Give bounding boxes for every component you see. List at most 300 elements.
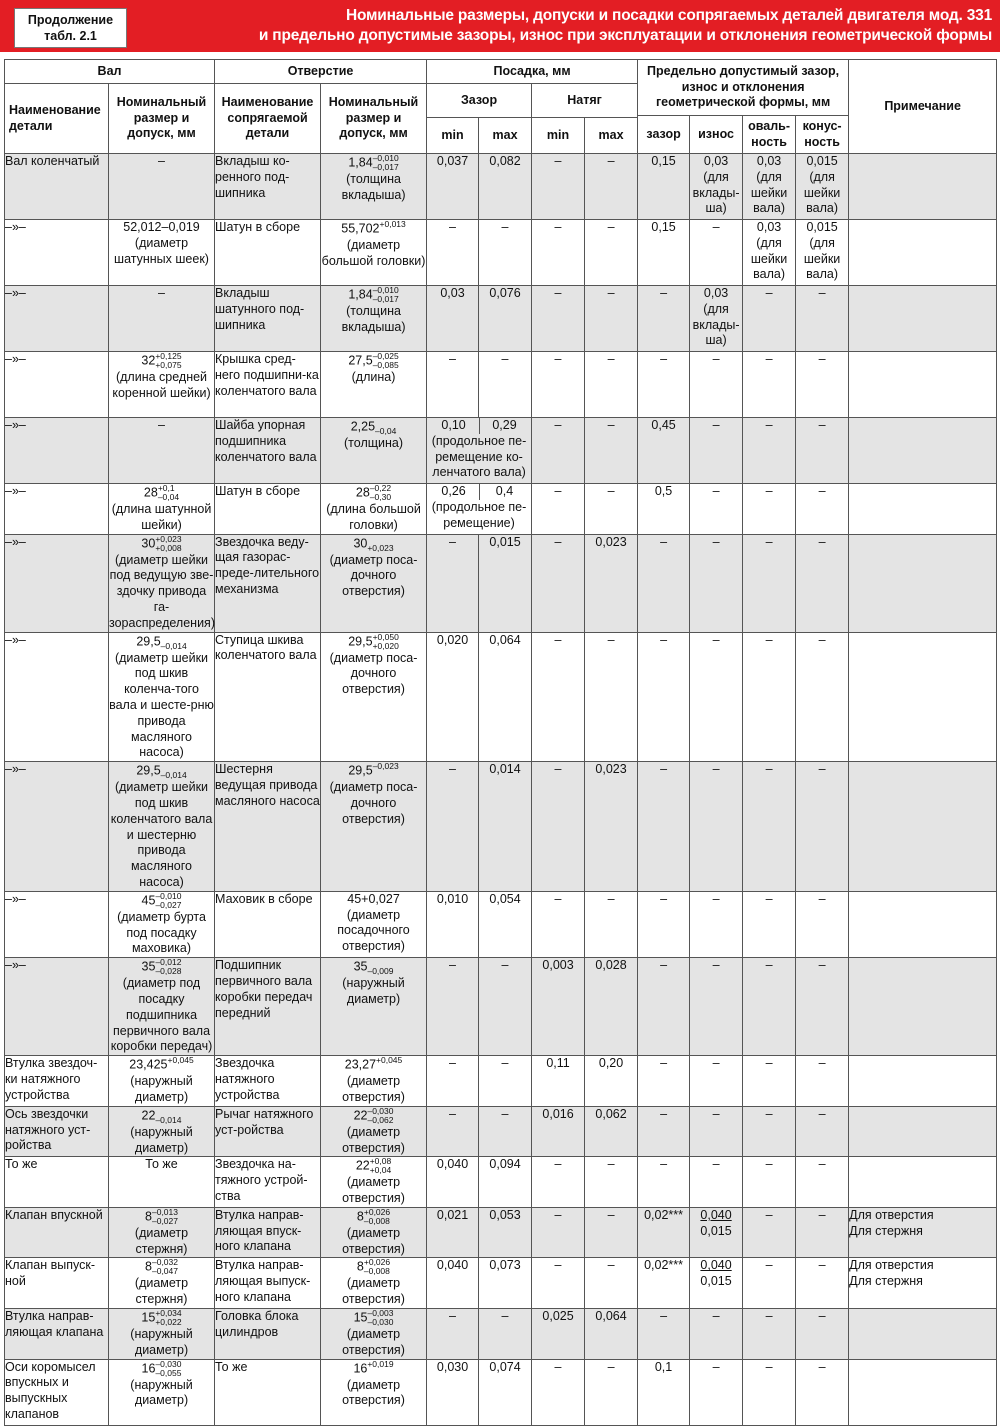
hole-dim-lower: –0,017 (372, 294, 399, 304)
limit-taper: – (796, 1207, 849, 1258)
shaft-dim-lower: +0,075 (155, 360, 182, 370)
note-stem: Для стержня (849, 1274, 923, 1289)
note (849, 484, 997, 535)
hole-dim-desc: (длина большой головки) (326, 502, 421, 532)
limit-taper: – (796, 891, 849, 957)
hole-dim-main: 22 (355, 1158, 370, 1173)
table-row (5, 484, 997, 535)
limit-taper: 0,015 (для шейки вала) (796, 220, 849, 286)
limit-taper: – (796, 1056, 849, 1107)
header-clearance: зазор (638, 116, 690, 154)
limit-taper: – (796, 1359, 849, 1425)
shaft-dim-main: 28 (143, 485, 158, 500)
hole-dim-desc: (диаметр поса-дочного отверстия) (329, 552, 418, 599)
limit-clearance: – (638, 286, 690, 352)
gap-min: 0,020 (427, 632, 479, 762)
shaft-dim-value (109, 154, 214, 170)
hole-dim-lower (373, 771, 399, 780)
limit-ovality: – (743, 484, 796, 535)
hole-dim-value (321, 352, 426, 370)
limit-taper: – (796, 1258, 849, 1309)
limit-wear: – (690, 352, 743, 418)
shaft-dim-tolerance (168, 1056, 194, 1074)
hole-dim-value (321, 418, 426, 436)
limit-wear: – (690, 891, 743, 957)
gap-max: 0,074 (479, 1359, 532, 1425)
interference-min: – (532, 534, 585, 632)
hole-dim-value (321, 1056, 426, 1074)
interference-max: – (585, 1359, 638, 1425)
shaft-dim-main: То же (145, 1157, 178, 1172)
limit-wear: – (690, 1106, 743, 1157)
limit-clearance: – (638, 958, 690, 1056)
shaft-dim-value (109, 1157, 214, 1173)
limit-clearance: – (638, 1106, 690, 1157)
header-hole-name: Наименование сопрягаемой детали (215, 84, 321, 154)
shaft-dim-tolerance (155, 892, 181, 910)
shaft-dim-upper: –0,012 (155, 957, 182, 968)
hole-dim-desc: (толщина вкладыша) (341, 172, 406, 202)
limit-ovality: – (743, 534, 796, 632)
limit-wear-stem: 0,015 (700, 1223, 732, 1238)
limit-clearance: – (638, 1309, 690, 1360)
shaft-dim-desc: (длина средней коренной шейки) (112, 370, 211, 400)
hole-dim-lower: –0,008 (363, 1266, 390, 1277)
hole-name: Вкладыш шатунного под-шипника (215, 286, 321, 352)
interference-max: – (585, 352, 638, 418)
hole-dim-upper: +0,013 (379, 219, 406, 229)
header-hole-dim: Номинальный размер и допуск, мм (321, 84, 427, 154)
gap-max: 0,094 (479, 1157, 532, 1208)
limit-ovality: – (743, 891, 796, 957)
continuation-label (14, 8, 127, 48)
gap-min: 0,010 (427, 891, 479, 957)
shaft-dim-desc: (наружный диаметр) (130, 1327, 193, 1357)
limit-clearance: – (638, 1157, 690, 1208)
hole-dim (321, 891, 427, 957)
hole-dim-value (321, 1157, 426, 1175)
shaft-dim-main: 22 (141, 1108, 156, 1122)
hole-dim (321, 534, 427, 632)
limit-ovality: 0,03 (для шейки вала) (743, 154, 796, 220)
header-gap-max: max (479, 118, 532, 154)
hole-dim-main: 45+0,027 (347, 891, 400, 906)
hole-dim-value (321, 484, 426, 502)
hole-dim-desc: (толщина вкладыша) (341, 304, 406, 334)
hole-dim-tolerance (373, 352, 399, 370)
hole-dim-desc: (диаметр поса-дочного отверстия) (329, 780, 418, 826)
hole-dim-desc: (толщина) (344, 436, 404, 450)
gap-max: 0,054 (479, 891, 532, 957)
hole-dim-value (321, 1360, 426, 1378)
table-row (5, 1106, 997, 1157)
shaft-dim-lower: –0,014 (160, 640, 187, 651)
table-row (5, 958, 997, 1056)
table-row (5, 154, 997, 220)
shaft-dim-upper: +0,034 (155, 1308, 182, 1319)
shaft-dim-upper: –0,010 (155, 890, 182, 901)
hole-dim-upper: +0,019 (367, 1358, 394, 1369)
interference-min: – (532, 1207, 585, 1258)
limit-ovality: 0,03 (для шейки вала) (743, 220, 796, 286)
gap-min: – (427, 1106, 479, 1157)
hole-dim-desc: (диаметр большой головки) (321, 238, 426, 268)
limit-wear: – (690, 958, 743, 1056)
gap-min: 0,040 (427, 1258, 479, 1309)
limit-taper: – (796, 1106, 849, 1157)
gap-min: – (427, 534, 479, 632)
shaft-dim-lower: –0,028 (155, 966, 182, 977)
hole-dim-tolerance (367, 535, 393, 553)
hole-name: Звездочка на-тяжного устрой-ства (215, 1157, 321, 1208)
note (849, 286, 997, 352)
header-hole: Отверстие (215, 60, 427, 84)
hole-dim-lower: –0,008 (363, 1215, 390, 1226)
hole-dim-tolerance (370, 484, 391, 502)
limit-ovality: – (743, 286, 796, 352)
shaft-dim-upper: +0,045 (167, 1055, 194, 1066)
shaft-dim-lower: –0,027 (151, 1215, 178, 1226)
shaft-dim (109, 1056, 215, 1107)
interference-min: – (532, 418, 585, 484)
shaft-dim-value (109, 958, 214, 976)
shaft-dim-upper: +0,1 (157, 483, 175, 493)
shaft-dim (109, 418, 215, 484)
limit-clearance: 0,1 (638, 1359, 690, 1425)
gap-combined (427, 484, 532, 535)
hole-dim-lower: –0,30 (369, 492, 392, 502)
gap-max: 0,29 (479, 418, 530, 434)
table-row (5, 1157, 997, 1208)
table-row (5, 1359, 997, 1425)
header-note: Примечание (849, 60, 997, 154)
hole-dim-upper: –0,22 (369, 483, 392, 493)
title-line-1: Номинальные размеры, допуски и посадки сопрягаемых деталей двигателя мод. 331 (345, 7, 992, 24)
shaft-dim-desc: (диаметр стержня) (134, 1225, 189, 1256)
gap-max: 0,014 (479, 762, 532, 892)
hole-dim (321, 632, 427, 762)
hole-dim-lower (380, 229, 406, 238)
limit-taper: 0,015 (для шейки вала) (796, 154, 849, 220)
hole-dim-desc: (диаметр отверстия) (342, 1377, 405, 1408)
interference-max: – (585, 286, 638, 352)
table-row (5, 418, 997, 484)
shaft-dim-value (109, 633, 214, 651)
shaft-name: Клапан впускной (5, 1207, 109, 1258)
shaft-dim (109, 891, 215, 957)
hole-dim-upper: –0,003 (367, 1308, 394, 1319)
hole-name: Ступица шкива коленчатого вала (215, 632, 321, 762)
note (849, 220, 997, 286)
hole-dim (321, 1207, 427, 1258)
shaft-dim-value (109, 418, 214, 434)
hole-dim-desc: (диаметр отверстия) (342, 1124, 405, 1155)
hole-dim-desc: (диаметр отверстия) (342, 1225, 405, 1256)
hole-dim-main: 16 (353, 1360, 368, 1375)
limit-ovality: – (743, 1258, 796, 1309)
hole-dim (321, 1106, 427, 1157)
limit-wear-hole: 0,040 (700, 1258, 732, 1273)
limit-ovality: – (743, 1309, 796, 1360)
shaft-dim-main: 32 (141, 353, 156, 368)
shaft-name: Втулка звездоч-ки натяжного устройства (5, 1056, 109, 1107)
hole-dim-main: 22 (353, 1108, 368, 1122)
hole-dim-value (321, 633, 426, 651)
hole-name: Втулка направ-ляющая впуск-ного клапана (215, 1207, 321, 1258)
hole-dim-main: 28 (355, 485, 370, 500)
hole-dim-upper: +0,026 (363, 1206, 391, 1217)
note (849, 1309, 997, 1360)
hole-name: Головка блока цилиндров (215, 1309, 321, 1360)
limit-ovality: – (743, 1359, 796, 1425)
title-line-2: и предельно допустимые зазоры, износ при эксплуатации и отклонения геометрической формы (258, 27, 992, 44)
hole-dim-upper: +0,050 (372, 631, 399, 642)
limit-ovality: – (743, 1106, 796, 1157)
limit-clearance: 0,02*** (638, 1207, 690, 1258)
shaft-dim-lower: –0,055 (155, 1367, 182, 1378)
gap-max: – (479, 352, 532, 418)
shaft-dim-upper: –0,032 (151, 1257, 178, 1268)
shaft-dim-tolerance (155, 958, 181, 976)
note (849, 1056, 997, 1107)
hole-dim-value (321, 154, 426, 172)
shaft-name: –»– (5, 220, 109, 286)
shaft-dim-value (109, 286, 214, 302)
limit-taper: – (796, 762, 849, 892)
hole-dim-desc: (диаметр отверстия) (342, 1175, 405, 1206)
shaft-dim (109, 484, 215, 535)
interference-min: 0,003 (532, 958, 585, 1056)
shaft-name: –»– (5, 958, 109, 1056)
shaft-dim-main: 8 (145, 1259, 152, 1274)
hole-dim-desc: (диаметр поса-дочного отверстия) (329, 650, 418, 697)
limit-clearance: 0,5 (638, 484, 690, 535)
table-row (5, 1309, 997, 1360)
hole-dim-upper: –0,030 (367, 1105, 394, 1116)
limit-clearance: – (638, 352, 690, 418)
shaft-dim-lower: –0,04 (157, 492, 180, 502)
shaft-name: –»– (5, 484, 109, 535)
shaft-dim-tolerance (152, 1258, 178, 1276)
hole-dim-desc: (длина) (351, 370, 396, 384)
hole-dim (321, 1157, 427, 1208)
limit-taper: – (796, 352, 849, 418)
limit-wear-stem: 0,015 (700, 1274, 732, 1289)
note-stem: Для стержня (849, 1223, 923, 1238)
shaft-dim-tolerance (161, 762, 187, 780)
shaft-dim-desc: (диаметр стержня) (134, 1276, 189, 1307)
table-row (5, 1258, 997, 1309)
table-row (5, 1056, 997, 1107)
shaft-dim-value (109, 220, 214, 236)
shaft-name: Втулка направ-ляющая клапана (5, 1309, 109, 1360)
hole-name: Шайба упорная подшипника коленчатого вала (215, 418, 321, 484)
shaft-name: Вал коленчатый (5, 154, 109, 220)
hole-dim (321, 1258, 427, 1309)
hole-dim (321, 418, 427, 484)
interference-min: – (532, 1359, 585, 1425)
limit-wear: – (690, 418, 743, 484)
gap-min: 0,030 (427, 1359, 479, 1425)
note (849, 762, 997, 892)
shaft-dim-main: 52,012–0,019 (123, 220, 200, 234)
hole-dim-tolerance (364, 1208, 390, 1226)
limit-ovality: – (743, 1207, 796, 1258)
hole-dim-main: 29,5 (348, 763, 373, 778)
limit-taper: – (796, 484, 849, 535)
shaft-dim-lower: –0,014 (160, 770, 187, 781)
hole-dim-value (321, 1107, 426, 1125)
hole-dim-lower: +0,020 (372, 640, 399, 651)
hole-name: Шатун в сборе (215, 484, 321, 535)
hole-name: То же (215, 1359, 321, 1425)
shaft-dim-desc: (наружный диаметр) (130, 1124, 193, 1155)
limit-clearance: – (638, 891, 690, 957)
hole-name: Втулка направ-ляющая выпуск-ного клапана (215, 1258, 321, 1309)
header-limits: Предельно допустимый зазор, износ и отклонения геометрической формы, мм (638, 60, 849, 116)
shaft-dim-lower: –0,047 (151, 1266, 178, 1277)
shaft-dim (109, 1258, 215, 1309)
continuation-line-1: Продолжение (27, 13, 114, 27)
shaft-dim-value (109, 484, 214, 502)
note-hole: Для отверстия (849, 1207, 934, 1222)
hole-dim-value (321, 1208, 426, 1226)
limit-clearance: 0,15 (638, 154, 690, 220)
interference-max: – (585, 632, 638, 762)
interference-max: – (585, 1157, 638, 1208)
interference-max: 0,028 (585, 958, 638, 1056)
interference-min: – (532, 352, 585, 418)
note (849, 1106, 997, 1157)
limit-taper: – (796, 958, 849, 1056)
hole-dim-desc: (диаметр посадочного отверстия) (337, 907, 410, 954)
note (849, 1157, 997, 1208)
hole-dim-main: 8 (356, 1209, 364, 1224)
limit-taper: – (796, 1157, 849, 1208)
limit-ovality: – (743, 958, 796, 1056)
shaft-name: –»– (5, 762, 109, 892)
header-gap-min: min (427, 118, 479, 154)
hole-dim-upper: –0,023 (372, 761, 399, 772)
note (849, 891, 997, 957)
gap-combined (427, 418, 532, 484)
gap-max: 0,082 (479, 154, 532, 220)
gap-max: 0,053 (479, 1207, 532, 1258)
shaft-dim-main: 8 (145, 1209, 152, 1224)
limit-clearance: – (638, 1056, 690, 1107)
limit-clearance: – (638, 534, 690, 632)
hole-dim-main: 2,25 (350, 419, 376, 434)
shaft-name: Ось звездочки натяжного уст-ройства (5, 1106, 109, 1157)
gap-note: (продольное пе-ремещение) (431, 499, 527, 530)
hole-dim (321, 484, 427, 535)
shaft-dim (109, 220, 215, 286)
hole-dim-main: 23,27 (344, 1057, 377, 1072)
hole-dim-tolerance (373, 286, 399, 304)
hole-dim-lower: +0,04 (369, 1165, 392, 1176)
gap-values (427, 484, 531, 500)
shaft-dim (109, 1359, 215, 1425)
limit-taper: – (796, 1309, 849, 1360)
interference-min: – (532, 891, 585, 957)
shaft-dim-upper: +0,023 (155, 533, 182, 544)
gap-values (427, 418, 531, 434)
hole-dim-main: 29,5 (348, 633, 373, 648)
hole-dim-upper: +0,045 (376, 1055, 403, 1066)
limit-ovality: – (743, 418, 796, 484)
limit-taper: – (796, 632, 849, 762)
interference-min: – (532, 154, 585, 220)
shaft-dim-tolerance (155, 1360, 181, 1378)
hole-dim-lower: –0,04 (375, 426, 397, 436)
hole-dim-tolerance (367, 1107, 393, 1125)
shaft-dim-value (109, 1360, 214, 1378)
shaft-dim-value (109, 1309, 214, 1327)
limit-clearance: – (638, 632, 690, 762)
limit-clearance: 0,15 (638, 220, 690, 286)
note (849, 1359, 997, 1425)
shaft-dim-lower: –0,014 (155, 1114, 182, 1125)
header-fit: Посадка, мм (427, 60, 638, 84)
hole-dim-lower: –0,017 (372, 162, 399, 172)
hole-dim-tolerance (364, 1258, 390, 1276)
shaft-dim-upper: –0,013 (151, 1206, 178, 1217)
shaft-dim-tolerance (155, 1107, 181, 1125)
note (849, 958, 997, 1056)
limit-clearance: – (638, 762, 690, 892)
gap-min: 0,26 (441, 484, 466, 498)
note (849, 352, 997, 418)
shaft-dim-tolerance (155, 1309, 181, 1327)
note (849, 534, 997, 632)
table-row (5, 1207, 997, 1258)
shaft-dim-value (109, 762, 214, 780)
shaft-dim-upper: +0,125 (155, 351, 182, 361)
shaft-dim-main: 16 (141, 1360, 156, 1375)
hole-dim-value (321, 220, 426, 238)
limit-ovality: – (743, 352, 796, 418)
gap-max: – (479, 220, 532, 286)
table-row (5, 352, 997, 418)
shaft-dim-main: 23,425 (129, 1057, 168, 1072)
shaft-dim (109, 1106, 215, 1157)
shaft-dim-desc: (наружный диаметр) (130, 1377, 193, 1408)
gap-min: – (427, 1309, 479, 1360)
interference-max: – (585, 220, 638, 286)
shaft-name: –»– (5, 534, 109, 632)
limit-wear: – (690, 1309, 743, 1360)
shaft-dim-value (109, 892, 214, 910)
interference-max: 0,064 (585, 1309, 638, 1360)
hole-name: Шестерня ведущая привода масляного насоса (215, 762, 321, 892)
hole-dim-lower: –0,062 (367, 1114, 394, 1125)
shaft-dim-desc: (диаметр шатунных шеек) (114, 235, 209, 266)
hole-name: Рычаг натяжного уст-ройства (215, 1106, 321, 1157)
hole-dim-main: 35 (353, 959, 368, 974)
shaft-dim-tolerance (158, 484, 179, 502)
limit-wear: – (690, 762, 743, 892)
shaft-dim-value (109, 1107, 214, 1125)
hole-dim-main: 15 (353, 1310, 368, 1325)
interference-min: – (532, 1258, 585, 1309)
shaft-name: Оси коромысел впускных и выпускных клапанов (5, 1359, 109, 1425)
shaft-dim (109, 632, 215, 762)
hole-name: Шатун в сборе (215, 220, 321, 286)
hole-dim-tolerance (373, 762, 399, 780)
table-row (5, 632, 997, 762)
limit-wear: – (690, 1056, 743, 1107)
hole-dim-desc: (диаметр отверстия) (342, 1074, 405, 1104)
